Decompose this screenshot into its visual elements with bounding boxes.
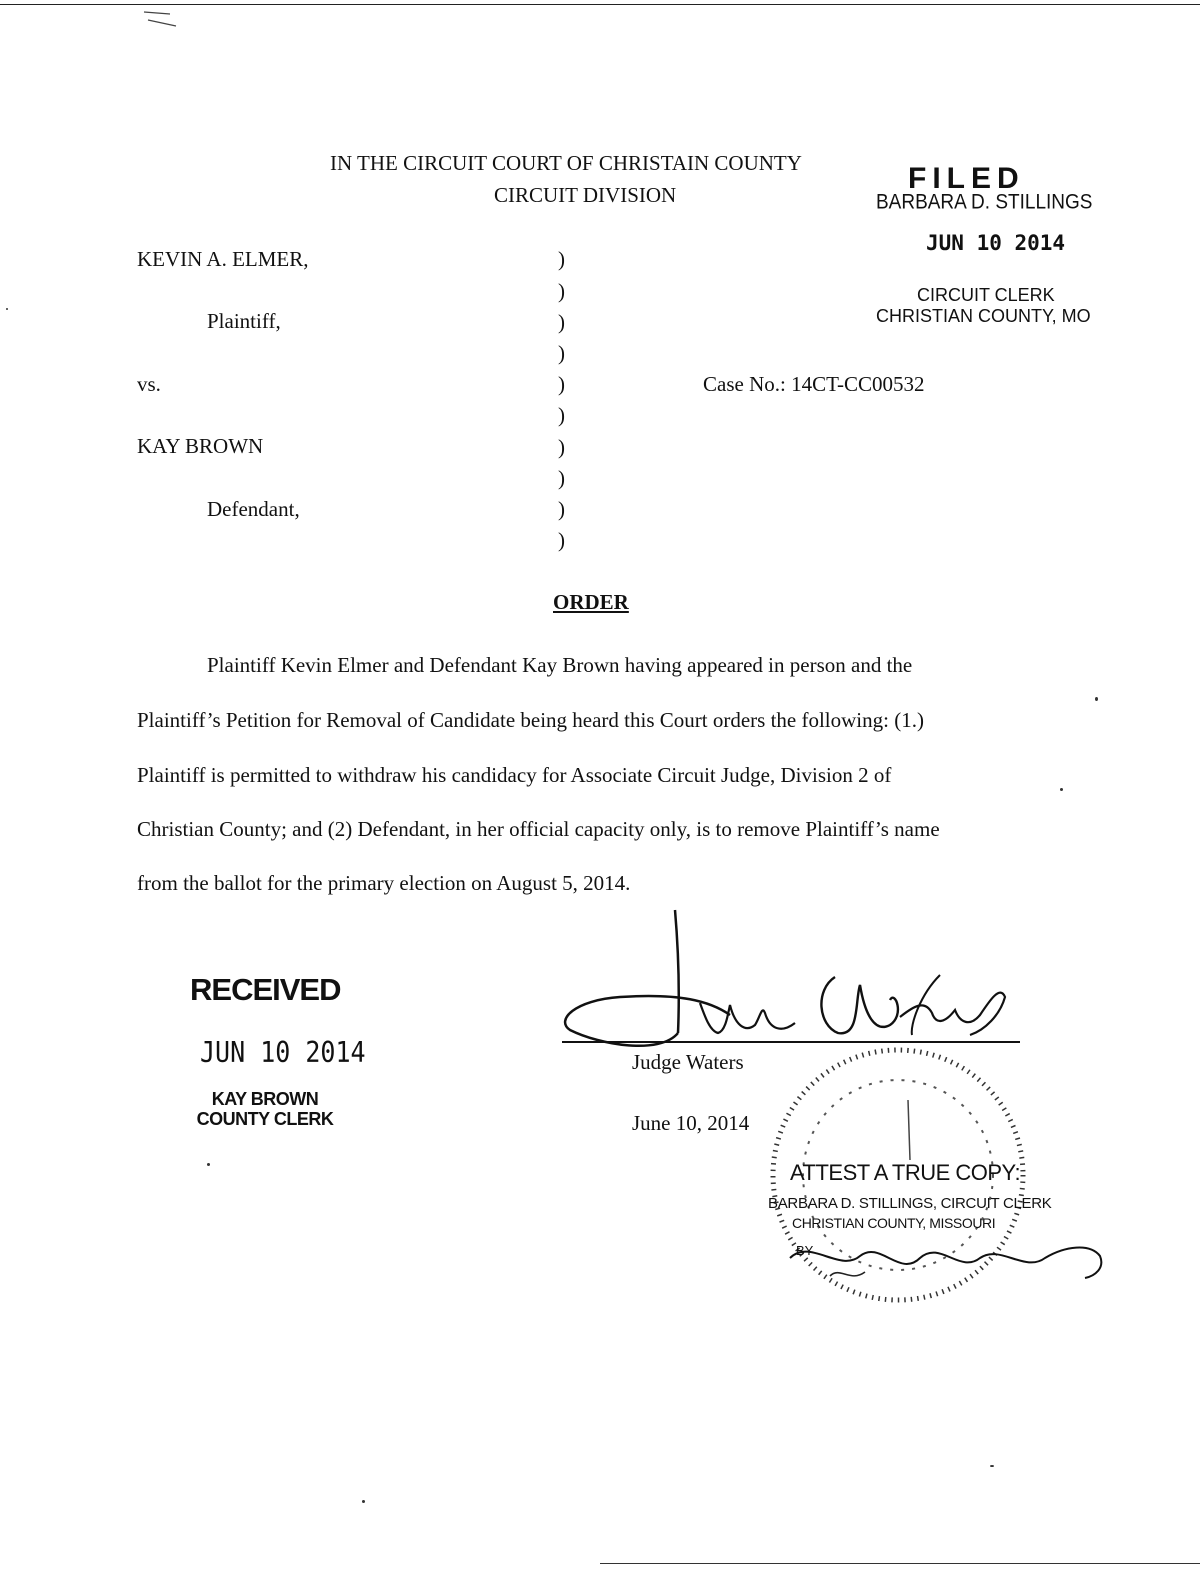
caption-paren: ) — [558, 528, 565, 552]
defendant-role: Defendant, — [207, 497, 300, 521]
caption-paren: ) — [558, 466, 565, 490]
scan-edge-line — [600, 1563, 1200, 1564]
clerk-signature — [770, 1228, 1110, 1288]
scan-speck — [6, 308, 8, 310]
received-stamp-title: RECEIVED — [190, 972, 341, 1007]
order-body-line: Christian County; and (2) Defendant, in her official capacity only, is to remove Plaintiff’s name — [137, 817, 940, 841]
plaintiff-role: Plaintiff, — [207, 309, 281, 333]
filed-stamp-office2: CHRISTIAN COUNTY, MO — [876, 306, 1091, 326]
attest-stamp-line2: BARBARA D. STILLINGS, CIRCUIT CLERK — [768, 1195, 1052, 1212]
order-body-line: Plaintiff’s Petition for Removal of Candidate being heard this Court orders the following: (1.) — [137, 708, 924, 732]
court-caption-line1: IN THE CIRCUIT COURT OF CHRISTAIN COUNTY — [330, 151, 802, 175]
received-stamp-name: KAY BROWN — [211, 1089, 319, 1109]
filed-stamp-name: BARBARA D. STILLINGS — [876, 190, 1093, 214]
scan-artifact-mark — [140, 8, 180, 30]
attest-stamp-line1: ATTEST A TRUE COPY: — [790, 1160, 1021, 1185]
order-body-line: Plaintiff Kevin Elmer and Defendant Kay Brown having appeared in person and the — [207, 653, 913, 677]
scan-edge-line — [0, 4, 1200, 5]
caption-paren: ) — [558, 341, 565, 365]
judge-signature — [560, 905, 1030, 1055]
attest-stamp-line4: BY — [796, 1243, 814, 1258]
versus-label: vs. — [137, 372, 161, 396]
caption-paren: ) — [558, 403, 565, 427]
order-date: June 10, 2014 — [632, 1111, 750, 1135]
judge-name: Judge Waters — [632, 1050, 744, 1074]
order-body-line: from the ballot for the primary election on August 5, 2014. — [137, 871, 631, 895]
scan-speck — [1060, 788, 1063, 791]
scan-speck — [207, 1163, 210, 1166]
scan-speck — [362, 1500, 365, 1503]
caption-paren: ) — [558, 372, 565, 396]
caption-paren: ) — [558, 310, 565, 334]
received-stamp-date: JUN 10 2014 — [200, 1035, 366, 1070]
defendant-name: KAY BROWN — [137, 434, 264, 458]
filed-stamp-title: FILED — [908, 162, 1025, 195]
order-body-line: Plaintiff is permitted to withdraw his candidacy for Associate Circuit Judge, Division 2 of — [137, 763, 892, 787]
caption-paren: ) — [558, 435, 565, 459]
order-heading: ORDER — [553, 590, 629, 614]
case-number: Case No.: 14CT-CC00532 — [703, 372, 925, 396]
caption-paren: ) — [558, 497, 565, 521]
caption-paren: ) — [558, 279, 565, 303]
court-caption-line2: CIRCUIT DIVISION — [494, 183, 677, 207]
filed-stamp-office1: CIRCUIT CLERK — [917, 285, 1055, 305]
filed-stamp-date: JUN 10 2014 — [926, 231, 1066, 255]
attest-stamp-line3: CHRISTIAN COUNTY, MISSOURI — [792, 1215, 996, 1231]
scan-speck — [1095, 697, 1098, 701]
plaintiff-name: KEVIN A. ELMER, — [137, 247, 309, 271]
scan-speck — [990, 1465, 994, 1467]
caption-paren: ) — [558, 247, 565, 271]
received-stamp-office: COUNTY CLERK — [196, 1109, 334, 1129]
